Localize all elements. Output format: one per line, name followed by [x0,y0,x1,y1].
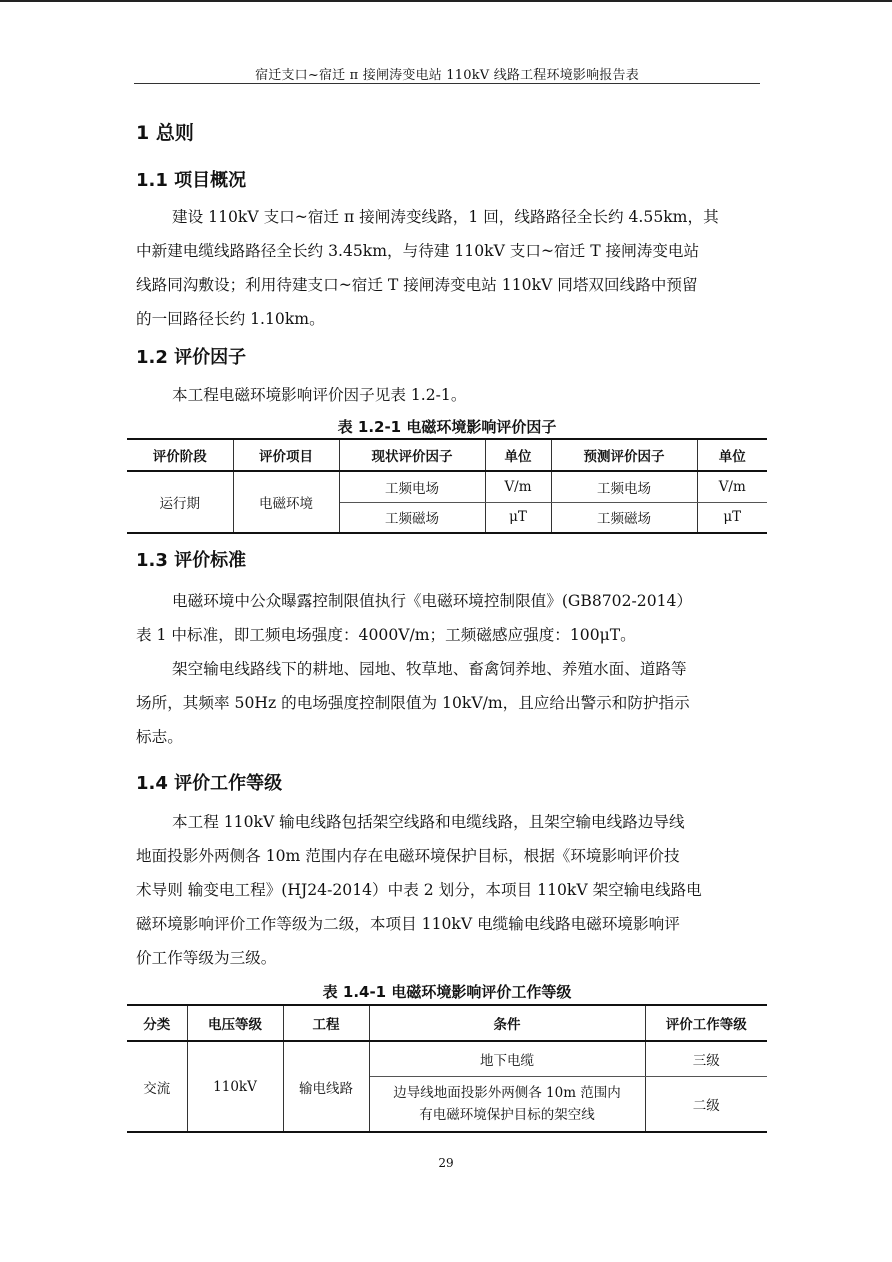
text-line: 磁环境影响评价工作等级为二级，本项目 110kV 电缆输电线路电磁环境影响评 [136,915,680,933]
page-number: 29 [438,1156,454,1170]
text-line: 场所，其频率 50Hz 的电场强度控制限值为 10kV/m，且应给出警示和防护指示 [136,694,690,712]
header-cell: 预测评价因子 [551,439,697,471]
project-cell: 输电线路 [283,1041,369,1132]
table-cell: V/m [485,471,551,502]
text-line: 表 1 中标准，即工频电场强度：4000V/m；工频磁感应强度：100μT。 [136,626,636,644]
header-cell: 分类 [127,1005,187,1041]
running-header: 宿迁支口~宿迁 π 接闸涛变电站 110kV 线路工程环境影响报告表 [255,68,639,83]
voltage-cell: 110kV [187,1041,283,1132]
top-border [0,0,892,2]
table-1-2-1 [127,438,767,534]
section-1-4-body [136,805,758,975]
table-header-row [127,439,767,471]
condition-line: 边导线地面投影外两侧各 10m 范围内 [393,1084,621,1101]
table-header-row [127,1005,767,1041]
text-line: 本工程电磁环境影响评价因子见表 1.2-1。 [172,386,467,404]
section-1-3-body [136,584,758,754]
header-cell: 条件 [369,1005,645,1041]
stage-cell: 运行期 [127,471,233,533]
header-cell: 单位 [697,439,767,471]
header-cell: 评价阶段 [127,439,233,471]
text-line: 地面投影外两侧各 10m 范围内存在电磁环境保护目标，根据《环境影响评价技 [136,847,680,865]
header-cell: 现状评价因子 [339,439,485,471]
table-1-4-1-caption: 表 1.4-1 电磁环境影响评价工作等级 [322,983,572,1001]
header-cell: 电压等级 [187,1005,283,1041]
condition-line: 有电磁环境保护目标的架空线 [419,1106,595,1123]
grade-cell: 三级 [645,1041,767,1076]
item-cell: 电磁环境 [233,471,339,533]
text-line: 术导则 输变电工程》(HJ24-2014）中表 2 划分，本项目 110kV 架空输电线路电 [136,881,702,899]
table-1-4-1 [127,1004,767,1133]
condition-cell [369,1076,645,1132]
section-1-1-body [136,200,758,336]
section-1-title: 1 总则 [136,122,194,144]
condition-cell: 地下电缆 [369,1041,645,1076]
header-cell: 评价工作等级 [645,1005,767,1041]
header-cell: 评价项目 [233,439,339,471]
section-1-2-intro [136,378,758,412]
header-rule [134,83,760,84]
text-line: 价工作等级为三级。 [136,949,277,967]
table-cell: 工频电场 [339,471,485,502]
text-line: 架空输电线路线下的耕地、园地、牧草地、畜禽饲养地、养殖水面、道路等 [172,660,687,678]
text-line: 本工程 110kV 输电线路包括架空线路和电缆线路，且架空输电线路边导线 [172,813,685,831]
text-line: 中新建电缆线路路径全长约 3.45km，与待建 110kV 支口~宿迁 T 接闸涛变电站 [136,242,700,260]
grade-cell: 二级 [645,1076,767,1132]
section-1-4-title: 1.4 评价工作等级 [136,773,283,794]
table-cell: μT [697,502,767,533]
table-row [127,1041,767,1076]
text-line: 的一回路径长约 1.10km。 [136,310,325,328]
table-row [127,471,767,502]
text-line: 电磁环境中公众曝露控制限值执行《电磁环境控制限值》(GB8702-2014） [172,592,693,610]
section-1-1-title: 1.1 项目概况 [136,170,247,191]
text-line: 建设 110kV 支口~宿迁 π 接闸涛变线路，1 回，线路路径全长约 4.55km，其 [172,208,719,226]
table-cell: μT [485,502,551,533]
section-1-3-title: 1.3 评价标准 [136,550,247,571]
table-cell: V/m [697,471,767,502]
table-cell: 工频电场 [551,471,697,502]
category-cell: 交流 [127,1041,187,1132]
table-cell: 工频磁场 [551,502,697,533]
header-cell: 单位 [485,439,551,471]
section-1-2-title: 1.2 评价因子 [136,347,247,368]
table-cell: 工频磁场 [339,502,485,533]
table-1-2-1-caption: 表 1.2-1 电磁环境影响评价因子 [337,418,557,436]
text-line: 线路同沟敷设；利用待建支口~宿迁 T 接闸涛变电站 110kV 同塔双回线路中预留 [136,276,698,294]
header-cell: 工程 [283,1005,369,1041]
text-line: 标志。 [136,728,183,746]
